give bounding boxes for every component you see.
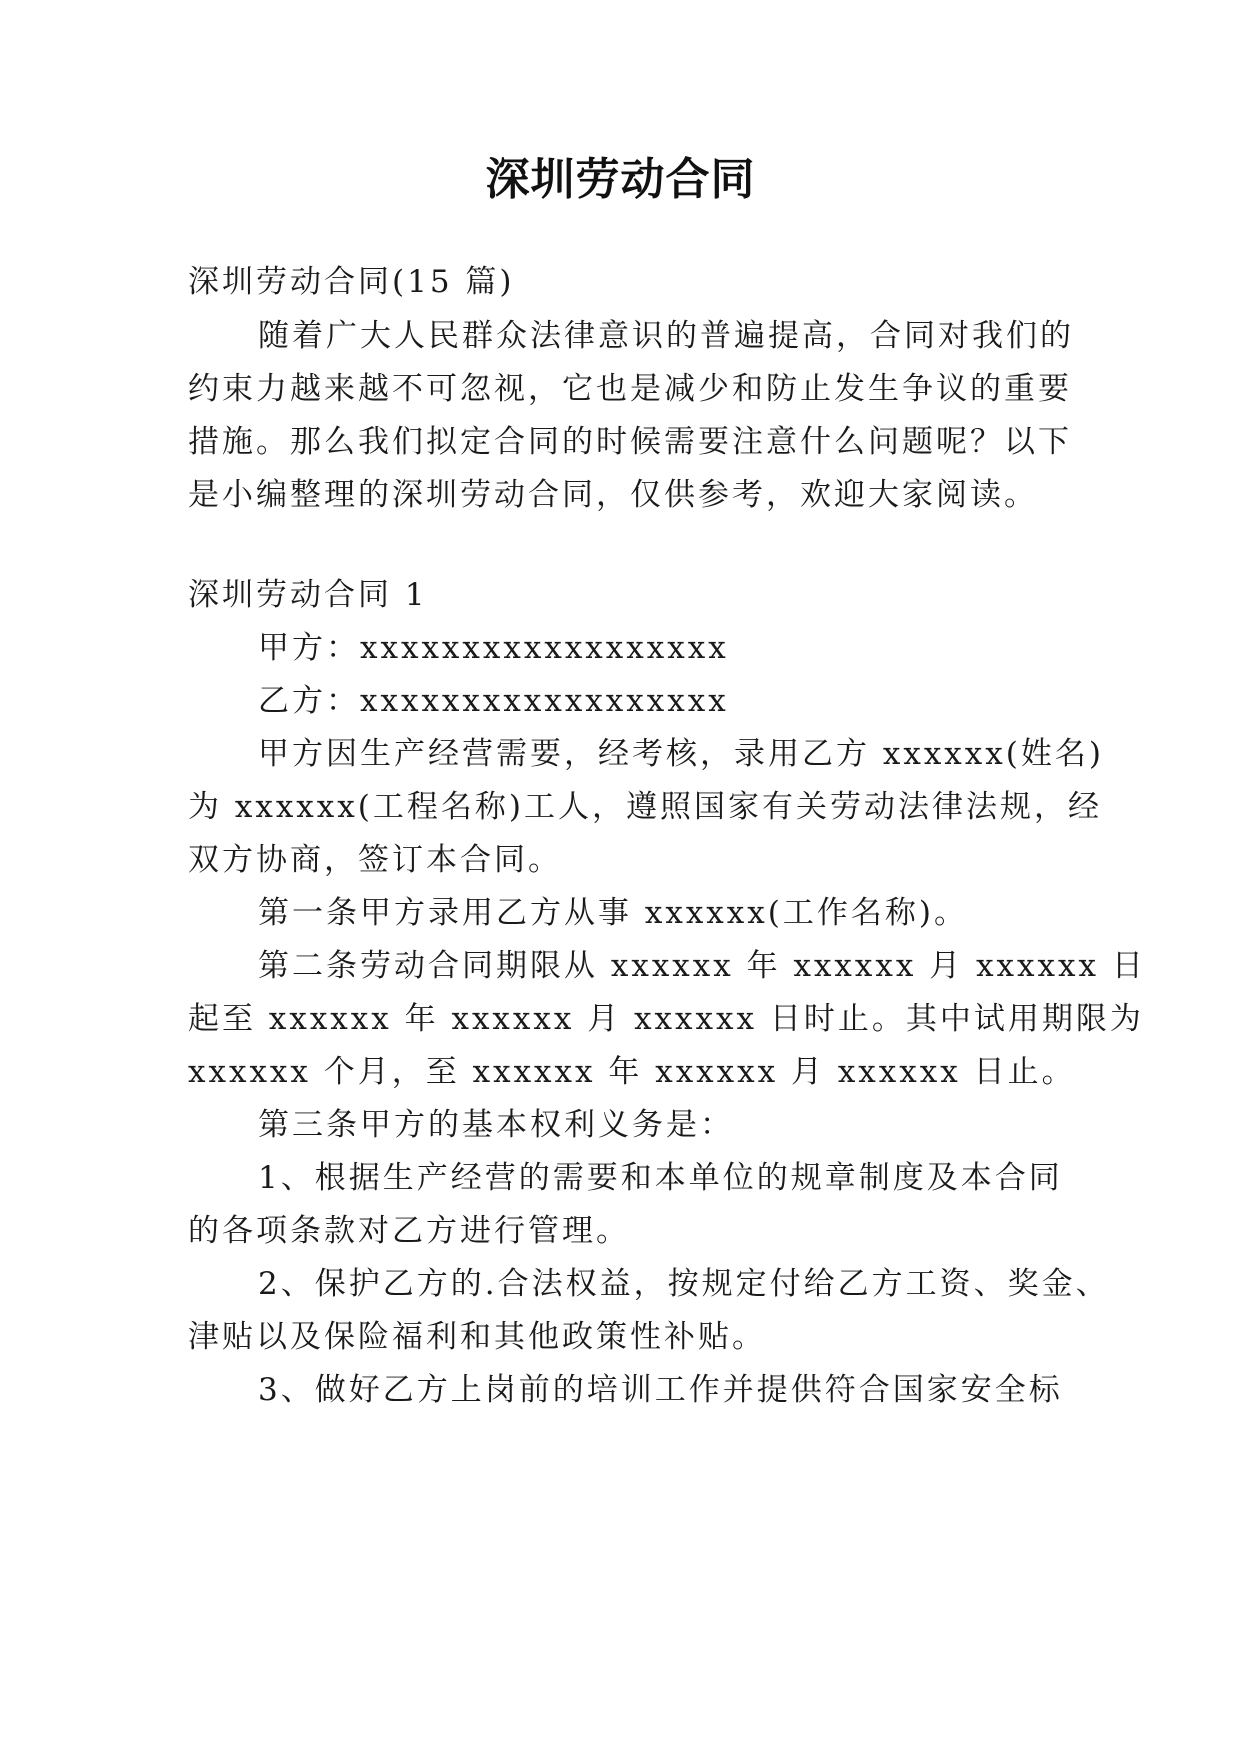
document-subtitle: 深圳劳动合同(15 篇) — [188, 264, 515, 300]
intro-paragraph-line: 随着广大人民群众法律意识的普遍提高，合同对我们的 — [258, 318, 1074, 354]
body-paragraph-line: 双方协商，签订本合同。 — [188, 842, 562, 878]
body-paragraph-line: 甲方因生产经营需要，经考核，录用乙方 xxxxxx(姓名) — [258, 736, 1104, 772]
article-line: 第三条甲方的基本权利义务是： — [258, 1107, 734, 1143]
intro-paragraph-line: 措施。那么我们拟定合同的时候需要注意什么问题呢？以下 — [188, 424, 1072, 460]
list-item-line: 津贴以及保险福利和其他政策性补贴。 — [188, 1319, 766, 1355]
article-line: 第二条劳动合同期限从 xxxxxx 年 xxxxxx 月 xxxxxx 日 — [258, 948, 1146, 984]
list-item-line: 2、保护乙方的.合法权益，按规定付给乙方工资、奖金、 — [258, 1266, 1110, 1302]
list-item-line: 3、做好乙方上岗前的培训工作并提供符合国家安全标 — [258, 1372, 1063, 1408]
article-line: 起至 xxxxxx 年 xxxxxx 月 xxxxxx 日时止。其中试用期限为 — [188, 1001, 1144, 1037]
party-b-line: 乙方：xxxxxxxxxxxxxxxxxx — [258, 683, 729, 719]
party-a-line: 甲方：xxxxxxxxxxxxxxxxxx — [258, 630, 729, 666]
body-paragraph-line: 为 xxxxxx(工程名称)工人，遵照国家有关劳动法律法规，经 — [188, 789, 1102, 825]
intro-paragraph-line: 是小编整理的深圳劳动合同，仅供参考，欢迎大家阅读。 — [188, 477, 1038, 513]
document-title: 深圳劳动合同 — [485, 154, 756, 205]
list-item-line: 1、根据生产经营的需要和本单位的规章制度及本合同 — [258, 1160, 1063, 1196]
section-heading: 深圳劳动合同 1 — [188, 577, 428, 613]
list-item-line: 的各项条款对乙方进行管理。 — [188, 1213, 630, 1249]
intro-paragraph-line: 约束力越来越不可忽视，它也是减少和防止发生争议的重要 — [188, 371, 1072, 407]
article-line: 第一条甲方录用乙方从事 xxxxxx(工作名称)。 — [258, 895, 968, 931]
article-line: xxxxxx 个月，至 xxxxxx 年 xxxxxx 月 xxxxxx 日止。 — [188, 1054, 1076, 1090]
